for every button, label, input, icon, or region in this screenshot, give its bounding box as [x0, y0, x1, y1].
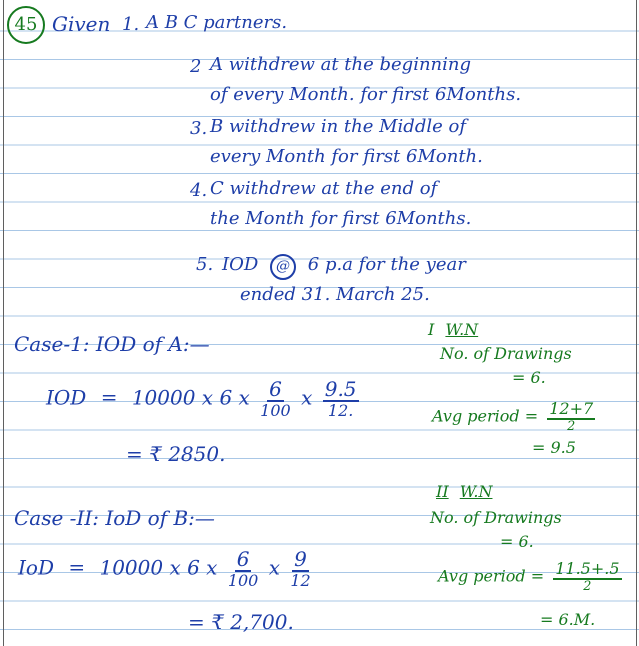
- note2-avg-num: 11.5+.5: [555, 559, 620, 578]
- case2-formula: [18, 548, 315, 590]
- note2-avg-result: = 6.M.: [540, 610, 596, 629]
- case1-lhs: IOD: [46, 385, 87, 410]
- case2-times: x: [268, 555, 280, 580]
- given-1-number: 1.: [122, 14, 140, 35]
- case1-rate-den: 100: [260, 401, 291, 420]
- case1-fraction-rate: [260, 378, 291, 420]
- note2-roman: II: [436, 482, 449, 501]
- given-4-number: 4.: [190, 180, 208, 201]
- note1-avg-fraction: [547, 400, 595, 434]
- case1-expr: 10000 x 6 x: [131, 385, 250, 410]
- note1-value: = 6.: [512, 368, 546, 387]
- note2-avg-den: 2: [583, 578, 592, 594]
- note1-avg-result: = 9.5: [532, 438, 576, 457]
- case2-period-num: 9: [294, 547, 307, 571]
- given-5-line1: [222, 254, 466, 280]
- case2-equals: =: [68, 555, 86, 580]
- case1-times: x: [301, 385, 313, 410]
- case1-fraction-period: [323, 378, 359, 420]
- note2-avg-fraction: [553, 560, 621, 594]
- given-1-text: A B C partners.: [146, 12, 288, 33]
- case2-title: Case -II: IoD of B:—: [14, 506, 215, 530]
- given-2-number: 2: [190, 56, 202, 77]
- note2-avg-label: Avg period =: [438, 566, 545, 586]
- case2-lhs: IoD: [18, 555, 54, 580]
- given-4-line1: C withdrew at the end of: [210, 178, 438, 199]
- given-5-suffix: 6 p.a for the year: [307, 254, 466, 275]
- at-symbol-circled: @: [270, 254, 296, 280]
- note1-label: No. of Drawings: [440, 344, 572, 363]
- case2-fraction-period: [290, 548, 310, 590]
- case2-period-den: 12: [290, 571, 311, 590]
- given-2-line1: A withdrew at the beginning: [210, 54, 472, 75]
- question-number: 45: [7, 6, 45, 44]
- case1-rate-num: 6: [269, 377, 282, 401]
- case2-result: = ₹ 2,700.: [188, 610, 294, 634]
- case1-title: Case-1: IOD of A:—: [14, 332, 210, 356]
- note2-value: = 6.: [500, 532, 534, 551]
- note2-label: No. of Drawings: [430, 508, 562, 527]
- given-5-prefix: IOD: [222, 254, 259, 275]
- case2-rate-den: 100: [227, 571, 259, 590]
- right-margin-line: [636, 0, 637, 646]
- left-margin-line: [3, 0, 4, 646]
- note1-avg-num: 12+7: [549, 399, 594, 418]
- given-5-line2: ended 31. March 25.: [240, 284, 430, 305]
- note2-wn: W.N: [459, 482, 493, 501]
- note1-avg: [432, 400, 599, 434]
- given-4-line2: the Month for first 6Months.: [210, 208, 472, 229]
- note1-wn: W.N: [445, 320, 479, 339]
- given-3-line2: every Month for first 6Month.: [210, 146, 483, 167]
- case1-period-num: 9.5: [324, 377, 357, 401]
- given-3-number: 3.: [190, 118, 208, 139]
- note2-heading: [436, 484, 492, 500]
- given-3-line1: B withdrew in the Middle of: [210, 116, 466, 137]
- given-label: Given: [52, 12, 111, 36]
- note1-heading: [428, 322, 478, 338]
- case2-rate-num: 6: [236, 547, 250, 571]
- case1-result: = ₹ 2850.: [126, 442, 226, 466]
- note1-avg-label: Avg period =: [432, 406, 539, 426]
- case1-period-den: 12.: [327, 401, 354, 420]
- case2-fraction-rate: [228, 548, 259, 590]
- case1-formula: [46, 378, 363, 420]
- given-2-line2: of every Month. for first 6Months.: [210, 84, 522, 105]
- note2-avg: [438, 560, 626, 594]
- given-5-number: 5.: [196, 254, 214, 275]
- note1-roman: I: [428, 320, 435, 339]
- case2-expr: 10000 x 6 x: [99, 555, 218, 580]
- case1-equals: =: [100, 385, 118, 410]
- note1-avg-den: 2: [567, 418, 576, 434]
